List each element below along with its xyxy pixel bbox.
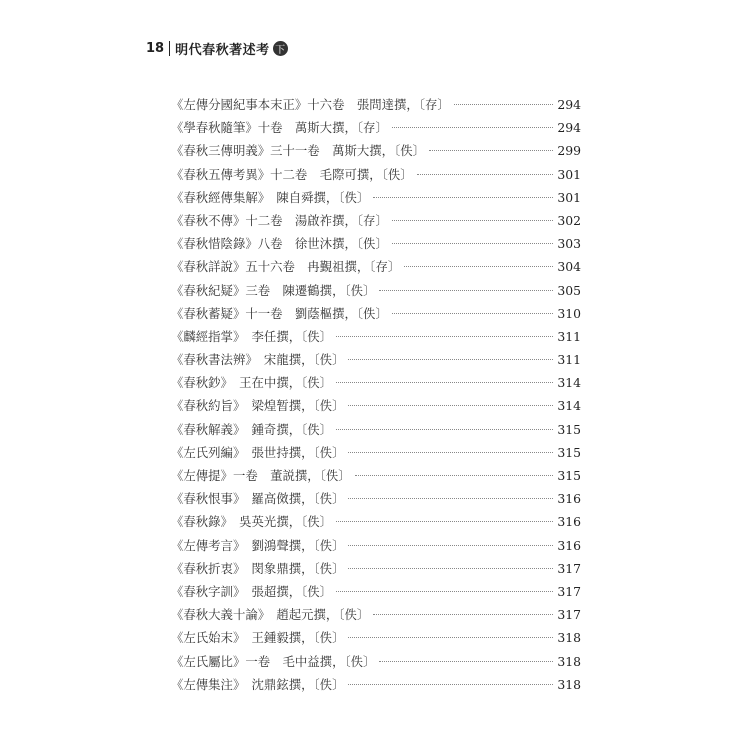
dot-leader [355, 475, 553, 476]
toc-entry-text: 《春秋約旨》 梁煌暂撰，〔佚〕 [171, 398, 345, 414]
dot-leader [379, 661, 553, 662]
toc-entry [171, 327, 581, 350]
table-of-contents [171, 95, 581, 698]
toc-entry-text: 《左傳提》一卷 董説撰，〔佚〕 [171, 468, 351, 483]
dot-leader [348, 405, 553, 406]
toc-entry-text: 《春秋書法辨》 宋龍撰，〔佚〕 [171, 352, 345, 368]
toc-entry [171, 165, 581, 188]
toc-entry-text: 《春秋詳說》五十六卷 冉覲祖撰，〔存〕 [171, 259, 401, 275]
toc-entry [171, 141, 581, 164]
toc-entry-text: 《春秋解義》 鍾奇撰，〔佚〕 [171, 421, 333, 437]
toc-entry [171, 234, 581, 257]
toc-page-number: 318 [557, 630, 581, 646]
book-title: 明代春秋著述考 [175, 42, 270, 58]
toc-entry [171, 675, 581, 698]
toc-entry [171, 257, 581, 280]
toc-page-number: 318 [557, 676, 581, 692]
dot-leader [392, 313, 553, 314]
toc-entry [171, 605, 581, 628]
toc-page-number: 314 [557, 398, 581, 414]
toc-entry-text: 《春秋五傳考異》十二卷 毛際可撰，〔佚〕 [171, 166, 413, 182]
dot-leader [404, 266, 553, 267]
toc-page-number: 315 [557, 421, 581, 437]
dot-leader [336, 382, 553, 383]
dot-leader [429, 150, 553, 151]
toc-entry-text: 《春秋折衷》 閔象鼎撰，〔佚〕 [171, 560, 345, 576]
dot-leader [373, 614, 553, 615]
toc-page-number: 311 [557, 328, 581, 344]
toc-entry [171, 188, 581, 211]
dot-leader [348, 545, 553, 546]
toc-entry-text: 《麟經指掌》 李任撰，〔佚〕 [171, 328, 333, 344]
toc-entry-text: 《春秋不傳》十二卷 湯啟祚撰，〔存〕 [171, 212, 388, 228]
toc-page-number: 311 [557, 352, 581, 368]
dot-leader [379, 290, 553, 291]
toc-entry [171, 512, 581, 535]
toc-entry [171, 420, 581, 443]
dot-leader [336, 429, 553, 430]
toc-page-number: 310 [557, 305, 581, 321]
toc-entry-text: 《學春秋隨筆》十卷 萬斯大撰，〔存〕 [171, 120, 388, 136]
toc-page-number: 317 [557, 560, 581, 576]
toc-entry [171, 95, 581, 118]
toc-page-number: 303 [557, 236, 581, 252]
toc-entry [171, 466, 581, 489]
dot-leader [373, 197, 553, 198]
toc-page-number: 294 [557, 97, 581, 112]
dot-leader [348, 684, 553, 685]
dot-leader [348, 568, 553, 569]
toc-page-number: 304 [557, 259, 581, 275]
dot-leader [392, 127, 553, 128]
toc-entry [171, 350, 581, 373]
dot-leader [348, 359, 553, 360]
toc-page-number: 315 [557, 468, 581, 483]
toc-entry [171, 281, 581, 304]
toc-entry-text: 《春秋錄》 吳英光撰，〔佚〕 [171, 514, 333, 530]
dot-leader [348, 498, 553, 499]
toc-entry-text: 《春秋經傳集解》 陳自舜撰，〔佚〕 [171, 189, 370, 205]
page-number: 18 [146, 40, 165, 56]
toc-entry-text: 《左傳分國紀事本末正》十六卷 張問達撰，〔存〕 [171, 97, 450, 112]
toc-entry [171, 443, 581, 466]
dot-leader [336, 336, 553, 337]
toc-page-number: 318 [557, 653, 581, 669]
dot-leader [348, 637, 553, 638]
dot-leader [454, 104, 553, 105]
toc-page-number: 317 [557, 583, 581, 599]
toc-entry-text: 《春秋三傳明義》三十一卷 萬斯大撰，〔佚〕 [171, 143, 426, 159]
toc-page-number: 305 [557, 282, 581, 298]
toc-page-number: 301 [557, 166, 581, 182]
toc-entry-text: 《春秋鈔》 王在中撰，〔佚〕 [171, 375, 333, 391]
toc-entry [171, 559, 581, 582]
toc-page-number: 314 [557, 375, 581, 391]
running-header [146, 38, 288, 58]
toc-entry-text: 《春秋蓄疑》十一卷 劉蔭樞撰，〔佚〕 [171, 305, 388, 321]
toc-page-number: 316 [557, 491, 581, 507]
toc-entry-text: 《左氏始末》 王鍾毅撰，〔佚〕 [171, 630, 345, 646]
toc-entry [171, 652, 581, 675]
toc-entry [171, 536, 581, 559]
toc-entry [171, 489, 581, 512]
toc-page-number: 301 [557, 189, 581, 205]
dot-leader [336, 591, 553, 592]
toc-entry [171, 396, 581, 419]
toc-entry-text: 《春秋紀疑》三卷 陳遷鶴撰，〔佚〕 [171, 282, 376, 298]
toc-page-number: 294 [557, 120, 581, 136]
toc-page-number: 316 [557, 514, 581, 530]
toc-page-number: 317 [557, 607, 581, 623]
toc-page-number: 315 [557, 444, 581, 460]
toc-entry [171, 211, 581, 234]
toc-entry [171, 118, 581, 141]
dot-leader [392, 220, 553, 221]
toc-page-number: 299 [557, 143, 581, 159]
toc-page-number: 316 [557, 537, 581, 553]
toc-entry-text: 《春秋大義十論》 趙起元撰，〔佚〕 [171, 607, 370, 623]
toc-entry-text: 《左傳考言》 劉鴻聲撰，〔佚〕 [171, 537, 345, 553]
dot-leader [336, 521, 553, 522]
header-divider [169, 41, 170, 56]
toc-entry [171, 304, 581, 327]
toc-entry-text: 《左傳集注》 沈鼎鉉撰，〔佚〕 [171, 676, 345, 692]
dot-leader [417, 174, 553, 175]
toc-entry-text: 《春秋恨事》 羅高傚撰，〔佚〕 [171, 491, 345, 507]
toc-entry-text: 《左氏列編》 張世持撰，〔佚〕 [171, 444, 345, 460]
toc-entry-text: 《春秋惜陰錄》八卷 徐世沐撰，〔佚〕 [171, 236, 388, 252]
volume-badge: 下 [273, 41, 288, 56]
toc-entry-text: 《春秋字訓》 張超撰，〔佚〕 [171, 583, 333, 599]
toc-entry [171, 373, 581, 396]
toc-entry-text: 《左氏屬比》一卷 毛中益撰，〔佚〕 [171, 653, 376, 669]
dot-leader [392, 243, 553, 244]
toc-page-number: 302 [557, 212, 581, 228]
toc-entry [171, 582, 581, 605]
dot-leader [348, 452, 553, 453]
toc-entry [171, 628, 581, 651]
